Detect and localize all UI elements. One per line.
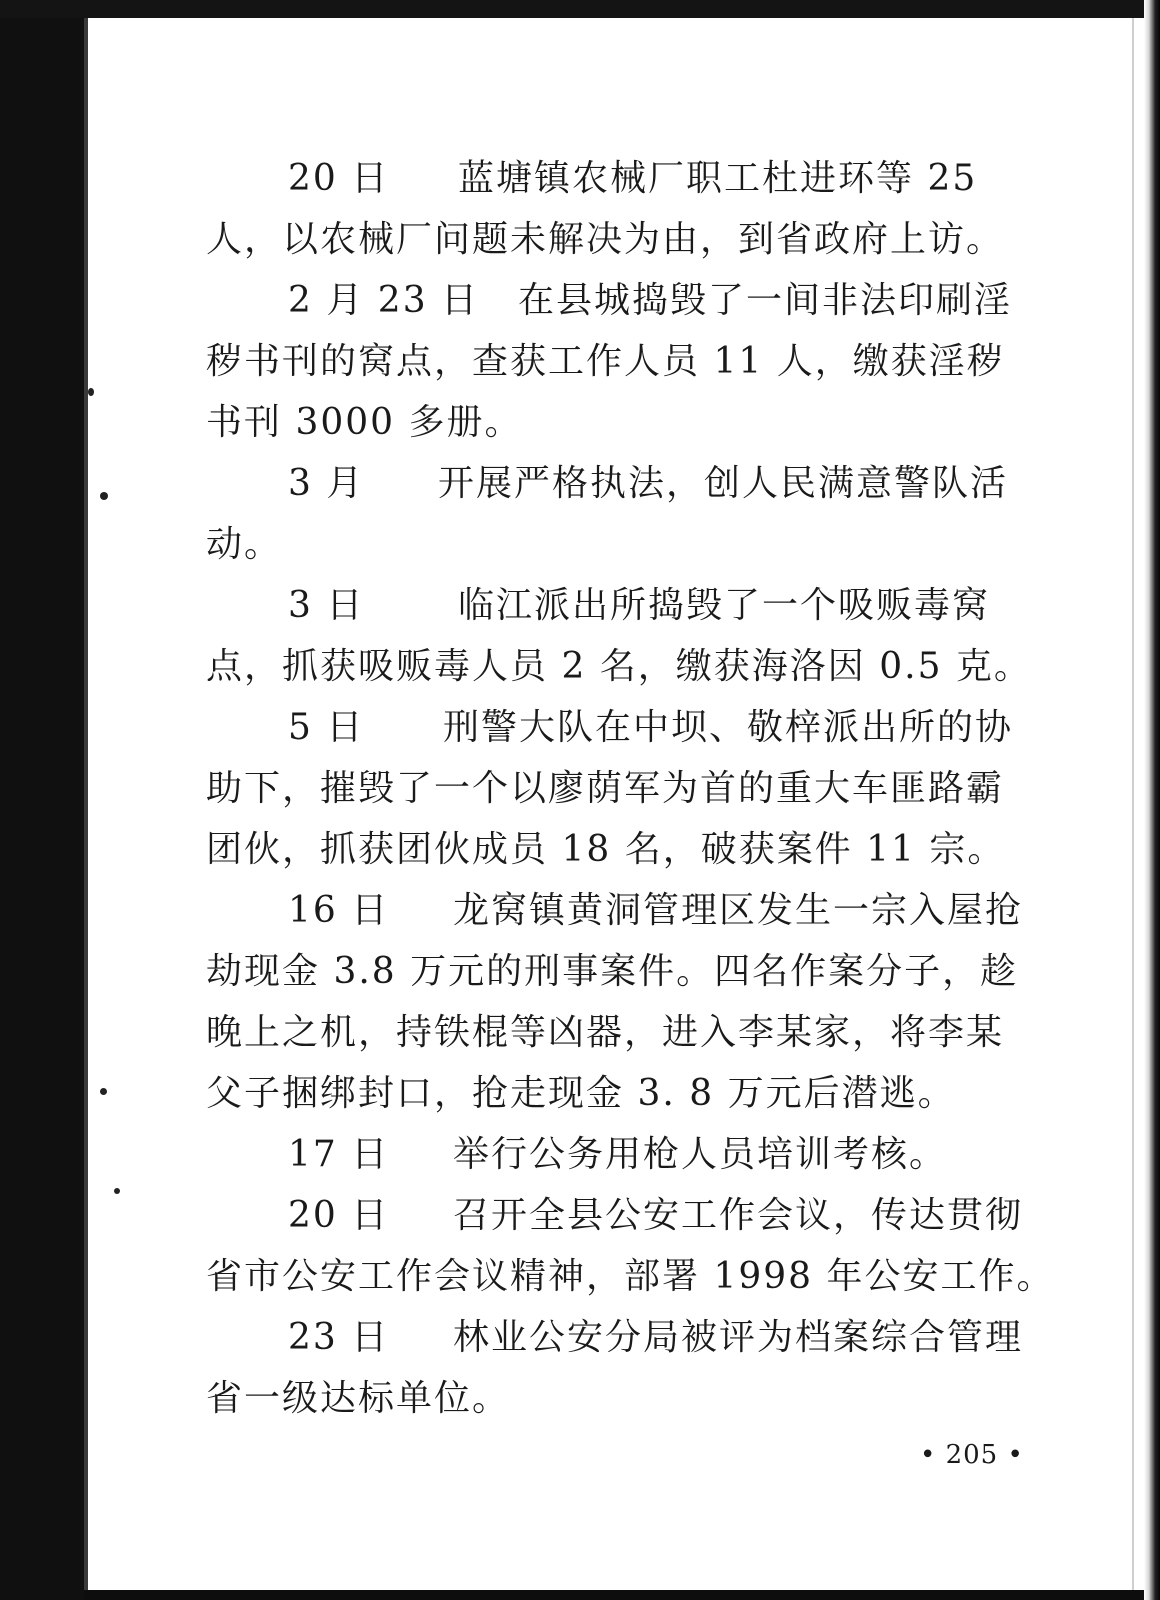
entry-text: 临江派出所捣毁了一个吸贩毒窝: [458, 585, 991, 626]
scan-speck: [100, 492, 108, 500]
entry-date: 20 日: [288, 158, 390, 199]
entry-date: 5 日: [288, 707, 365, 748]
entry-text: 书刊 3000 多册。: [206, 402, 523, 443]
entry-text: 在县城捣毁了一间非法印刷淫: [518, 280, 1013, 321]
entry: [206, 453, 1036, 575]
entry-text: 蓝塘镇农械厂职工杜进环等 25: [458, 158, 978, 199]
entry-text: 省一级达标单位。: [206, 1378, 511, 1419]
entry-date: 16 日: [288, 890, 390, 931]
entry-text: 晚上之机，持铁棍等凶器，进入李某家，将李某: [206, 1012, 1005, 1053]
entry-date: 3 日: [288, 585, 365, 626]
scan-speck: [114, 1188, 120, 1194]
entry-text: 省市公安工作会议精神，部署 1998 年公安工作。: [206, 1256, 1055, 1297]
entry: [206, 575, 1036, 697]
entry: [206, 1307, 1036, 1429]
entry-date: 17 日: [288, 1134, 390, 1175]
page-fold-line: [1132, 18, 1134, 1590]
entry: [206, 697, 1036, 880]
entry: [206, 880, 1036, 1124]
entry-text: 团伙，抓获团伙成员 18 名，破获案件 11 宗。: [206, 829, 1006, 870]
entry-date: 20 日: [288, 1195, 390, 1236]
entry-text: 龙窝镇黄洞管理区发生一宗入屋抢: [453, 890, 1024, 931]
entry-text: 父子捆绑封口，抢走现金 3. 8 万元后潜逃。: [206, 1073, 956, 1114]
entry-text: 秽书刊的窝点，查获工作人员 11 人，缴获淫秽: [206, 341, 1005, 382]
entry-text: 动。: [206, 524, 283, 565]
scan-speck: [88, 388, 94, 396]
entry-text: 点，抓获吸贩毒人员 2 名，缴获海洛因 0.5 克。: [206, 646, 1032, 687]
page-number: • 205 •: [920, 1440, 1024, 1470]
entry-text: 劫现金 3.8 万元的刑事案件。四名作案分子，趁: [206, 951, 1019, 992]
entry-text: 刑警大队在中坝、敬梓派出所的协: [443, 707, 1014, 748]
entry-text: 举行公务用枪人员培训考核。: [453, 1134, 948, 1175]
chronicle-entries: [206, 148, 1055, 1429]
entry: [206, 1124, 1036, 1185]
entry-text: 人，以农械厂问题未解决为由，到省政府上访。: [206, 219, 1005, 260]
entry: [206, 148, 1036, 270]
entry-text: 林业公安分局被评为档案综合管理: [453, 1317, 1024, 1358]
scan-border-top: [0, 0, 1160, 18]
entry-text: 开展严格执法，创人民满意警队活: [438, 463, 1009, 504]
scan-border-right: [1144, 0, 1160, 1600]
entry: [206, 270, 1036, 453]
entry: [206, 1185, 1055, 1307]
entry-date: 3 月: [288, 463, 365, 504]
entry-date: 2 月 23 日: [288, 280, 480, 321]
entry-text: 助下，摧毁了一个以廖荫军为首的重大车匪路霸: [206, 768, 1005, 809]
scan-border-left: [0, 0, 84, 1600]
entry-text: 召开全县公安工作会议，传达贯彻: [453, 1195, 1024, 1236]
entry-date: 23 日: [288, 1317, 390, 1358]
scan-speck: [100, 1088, 107, 1095]
